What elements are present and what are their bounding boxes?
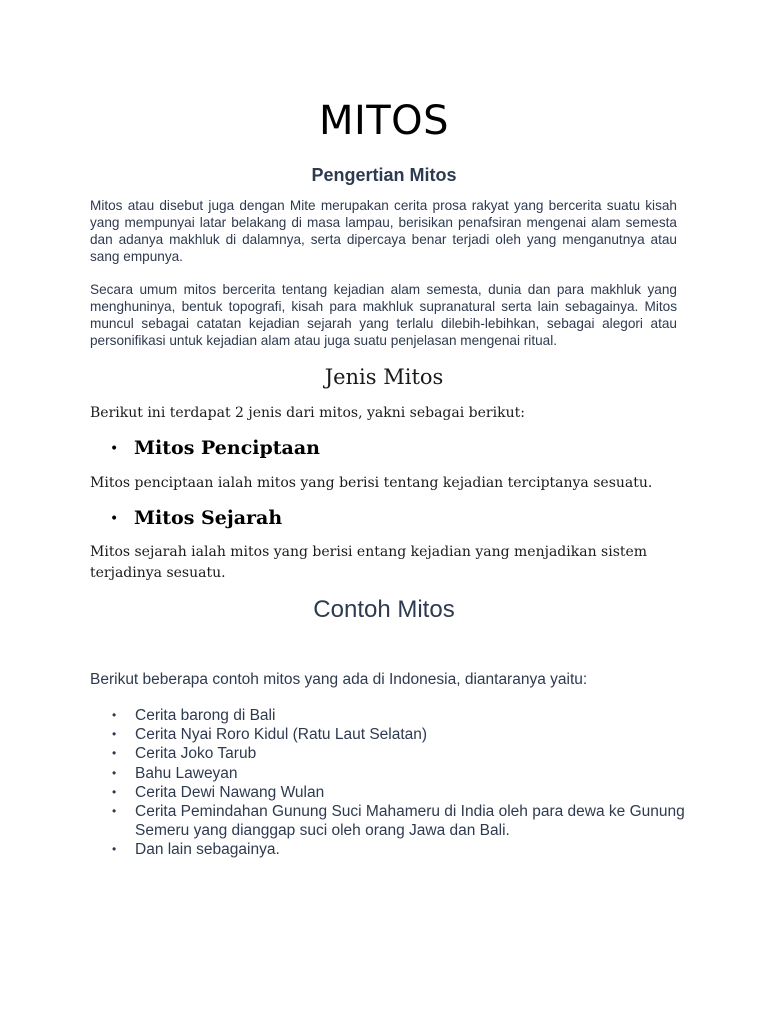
type-description-sejarah: Mitos sejarah ialah mitos yang berisi entang kejadian yang menjadikan sistem terjadinya sesuatu. bbox=[90, 544, 648, 581]
bullet-icon: • bbox=[112, 727, 117, 742]
list-item bbox=[90, 802, 690, 840]
section-heading-pengertian: Pengertian Mitos bbox=[311, 165, 457, 185]
type-heading-sejarah bbox=[110, 507, 282, 529]
list-item bbox=[90, 744, 690, 763]
bullet-icon: • bbox=[112, 746, 117, 761]
type-heading-label: Mitos Penciptaan bbox=[134, 437, 320, 459]
section-heading-contoh: Contoh Mitos bbox=[313, 596, 455, 623]
list-item-text: Bahu Laweyan bbox=[135, 764, 238, 782]
list-item bbox=[90, 725, 690, 744]
section-heading-jenis: Jenis Mitos bbox=[324, 365, 444, 389]
list-item-text: Cerita Nyai Roro Kidul (Ratu Laut Selatan) bbox=[135, 726, 428, 744]
contoh-intro-paragraph: Berikut beberapa contoh mitos yang ada di Indonesia, diantaranya yaitu: bbox=[90, 671, 588, 688]
bullet-icon: • bbox=[110, 511, 119, 527]
list-item-text: Cerita Joko Tarub bbox=[135, 745, 257, 763]
bullet-icon: • bbox=[112, 708, 117, 722]
example-list bbox=[90, 706, 690, 860]
list-item-text: Cerita Pemindahan Gunung Suci Mahameru di India oleh para dewa ke Gunung Semeru yang dianggap suci oleh orang Jawa dan Bali. bbox=[135, 803, 685, 840]
bullet-icon: • bbox=[110, 441, 119, 457]
list-item bbox=[90, 840, 690, 859]
bullet-icon: • bbox=[112, 804, 117, 819]
type-heading-label: Mitos Sejarah bbox=[134, 507, 283, 529]
bullet-icon: • bbox=[112, 765, 117, 780]
document-title: MITOS bbox=[318, 98, 450, 144]
list-item bbox=[90, 764, 690, 783]
pengertian-paragraph-1: Mitos atau disebut juga dengan Mite merupakan cerita prosa rakyat yang bercerita suatu kisah yang mempunyai latar belakang di masa lampau, berisikan penafsiran mengenai alam semesta dan adanya makhluk di dalamnya, serta dipercaya benar terjadi oleh yang menganutnya atau sang empunya. bbox=[90, 198, 677, 264]
list-item-text: Cerita barong di Bali bbox=[135, 707, 276, 724]
type-description-penciptaan: Mitos penciptaan ialah mitos yang berisi tentang kejadian terciptanya sesuatu. bbox=[90, 475, 653, 491]
type-heading-penciptaan bbox=[110, 437, 320, 459]
list-item-text: Dan lain sebagainya. bbox=[135, 841, 280, 859]
list-item bbox=[90, 783, 690, 802]
list-item bbox=[90, 706, 690, 725]
bullet-icon: • bbox=[112, 842, 117, 857]
pengertian-paragraph-2: Secara umum mitos bercerita tentang kejadian alam semesta, dunia dan para makhluk yang menghuninya, bentuk topografi, kisah para makhluk supranatural serta lain sebagainya. Mitos muncul sebagai catatan kejadian sejarah yang terlalu dilebih-lebihkan, sebagai alegori atau personifikasi untuk kejadian alam atau juga suatu penjelasan mengenai ritual. bbox=[90, 282, 677, 348]
jenis-intro-paragraph: Berikut ini terdapat 2 jenis dari mitos, yakni sebagai berikut: bbox=[90, 405, 525, 421]
bullet-icon: • bbox=[112, 784, 117, 799]
list-item-text: Cerita Dewi Nawang Wulan bbox=[135, 783, 325, 801]
